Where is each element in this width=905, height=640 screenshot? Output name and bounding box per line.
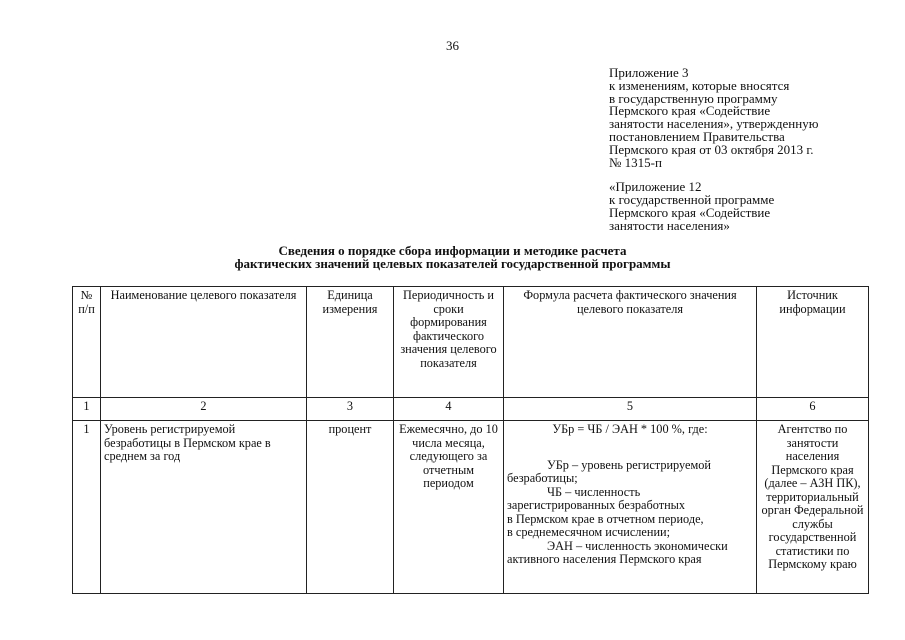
- formula-line: в среднемесячном исчислении;: [507, 525, 671, 539]
- formula-line: активного населения Пермского края: [507, 552, 702, 566]
- appendix-program-reference: [609, 181, 869, 232]
- appendix-line: в государственную программу: [609, 90, 778, 106]
- column-number: 1: [73, 398, 101, 421]
- formula-line: ЧБ – численность: [547, 484, 641, 499]
- formula-line: в Пермском крае в отчетном периоде,: [507, 511, 704, 526]
- appendix-line: Пермского края «Содействие: [609, 103, 771, 119]
- formula-expression: УБр = ЧБ / ЭАН * 100 %, где:: [552, 422, 708, 436]
- appendix-line: Пермского края «Содействие: [609, 204, 771, 220]
- indicator-formula: [504, 421, 757, 594]
- column-number: 4: [394, 398, 504, 421]
- header-number: № п/п: [73, 287, 101, 398]
- header-indicator-name: Наименование целевого показателя: [101, 287, 307, 398]
- appendix-line: занятости населения», утвержденную: [609, 116, 819, 132]
- header-source: Источник информации: [757, 287, 869, 398]
- column-numbers-row: [73, 398, 869, 421]
- formula-line: УБр – уровень регистрируемой: [547, 457, 711, 472]
- document-title: [0, 244, 905, 270]
- appendix-line: Пермского края от 03 октября 2013 г.: [609, 141, 814, 157]
- column-number: 2: [101, 398, 307, 421]
- appendix-line: занятости населения»: [609, 217, 730, 233]
- indicators-table: [72, 286, 869, 594]
- appendix-reference: [609, 67, 869, 169]
- appendix-line: к изменениям, которые вносятся: [609, 77, 790, 93]
- indicator-name: Уровень регистрируемой безработицы в Пермском крае в среднем за год: [101, 421, 307, 594]
- appendix-line: постановлением Правительства: [609, 128, 785, 144]
- column-number: 6: [757, 398, 869, 421]
- title-line-1: Сведения о порядке сбора информации и методике расчета: [278, 243, 627, 258]
- appendix-block: [609, 67, 869, 233]
- appendix-line: к государственной программе: [609, 192, 775, 208]
- appendix-line: «Приложение 12: [609, 179, 702, 195]
- column-number: 5: [504, 398, 757, 421]
- formula-line: зарегистрированных безработных: [507, 498, 686, 512]
- header-periodicity: Периодичность и сроки формирования фактического значения целевого показателя: [394, 287, 504, 398]
- indicator-unit: процент: [307, 421, 394, 594]
- indicator-periodicity: Ежемесячно, до 10 числа месяца, следующего за отчетным периодом: [394, 421, 504, 594]
- formula-line: безработицы;: [507, 471, 578, 485]
- page-number: 36: [446, 38, 459, 53]
- table-header-row: [73, 287, 869, 398]
- appendix-line: № 1315-п: [609, 154, 662, 170]
- indicator-source: Агентство по занятости населения Пермского края (далее – АЗН ПК), территориальный орган Федеральной службы государственной статистики по Пермскому краю: [757, 421, 869, 594]
- title-line-2: фактических значений целевых показателей государственной программы: [234, 256, 671, 271]
- formula-line: ЭАН – численность экономически: [547, 538, 728, 553]
- header-formula: Формула расчета фактического значения целевого показателя: [504, 287, 757, 398]
- appendix-line: Приложение 3: [609, 65, 689, 80]
- table-row: [73, 421, 869, 594]
- header-unit: Единица измерения: [307, 287, 394, 398]
- column-number: 3: [307, 398, 394, 421]
- row-number: 1: [73, 421, 101, 594]
